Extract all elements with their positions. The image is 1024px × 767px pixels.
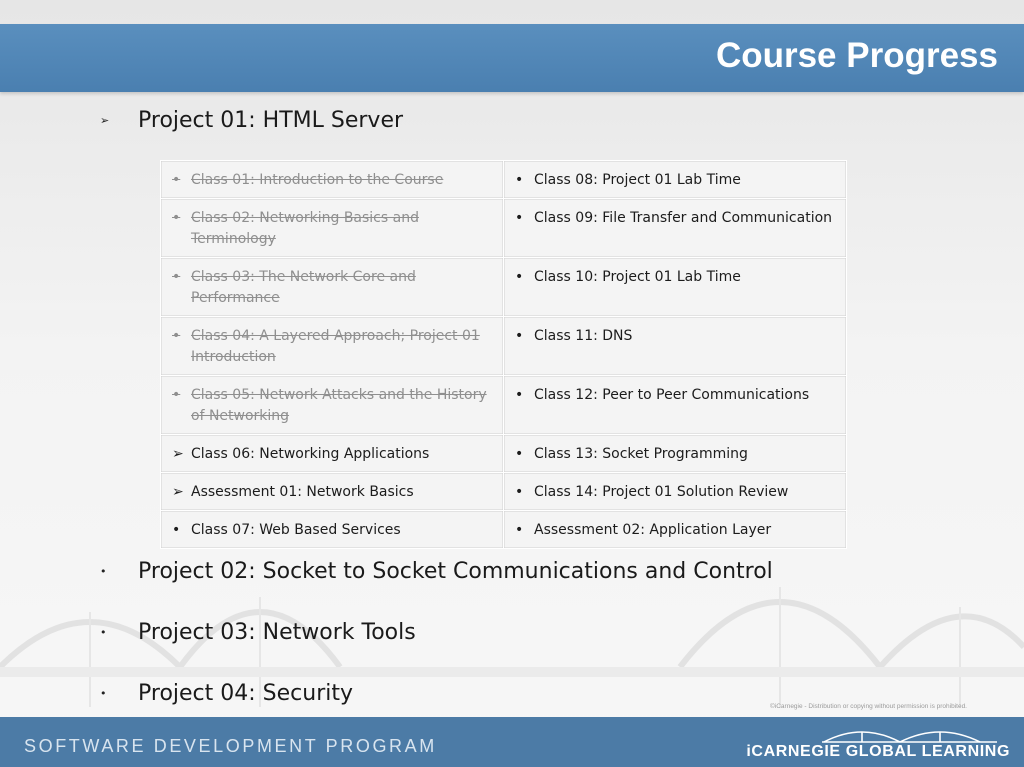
class-label: Class 11: DNS	[534, 328, 633, 344]
class-label: Assessment 01: Network Basics	[191, 484, 414, 500]
project-03-item	[100, 620, 416, 645]
bullet-icon: •	[515, 387, 524, 403]
project-01-heading	[100, 108, 403, 133]
bullet-icon: •	[515, 210, 524, 226]
class-label: Class 10: Project 01 Lab Time	[534, 269, 741, 285]
completed-class-label: Class 01: Introduction to the Course	[191, 172, 444, 188]
brand-name: iCARNEGIE GLOBAL LEARNING	[746, 743, 1010, 760]
project-02-item	[100, 559, 773, 584]
copyright-notice: ©iCarnegie - Distribution or copying without permission is prohibited.	[770, 703, 967, 710]
class-label: Class 12: Peer to Peer Communications	[534, 387, 810, 403]
bullet-icon: •	[172, 269, 181, 285]
table-row	[161, 473, 847, 511]
table-cell-right	[504, 199, 847, 258]
page-title: Course Progress	[715, 36, 998, 75]
project-01-label: Project 01: HTML Server	[138, 108, 404, 133]
project-02-label: Project 02: Socket to Socket Communications and Control	[138, 559, 773, 584]
bullet-icon: •	[172, 172, 181, 188]
title-bar	[0, 24, 1024, 92]
arrow-bullet-icon: ➢	[172, 484, 184, 500]
bullet-icon: •	[172, 328, 181, 344]
project-04-label: Project 04: Security	[138, 681, 354, 706]
completed-class-label: Class 03: The Network Core and Performance	[191, 269, 416, 306]
arrow-bullet-icon: ➢	[100, 114, 110, 127]
project-03-label: Project 03: Network Tools	[138, 620, 416, 645]
table-cell-left	[161, 199, 504, 258]
table-cell-right	[504, 435, 847, 473]
completed-class-label: Class 05: Network Attacks and the History of Networking	[191, 387, 487, 424]
table-row	[161, 435, 847, 473]
bullet-icon: •	[515, 328, 524, 344]
table-cell-right	[504, 317, 847, 376]
table-row	[161, 376, 847, 435]
table-cell-right	[504, 376, 847, 435]
bridge-logo-icon	[822, 720, 1002, 744]
bullet-icon: •	[515, 446, 524, 462]
bullet-icon: •	[100, 565, 107, 578]
bullet-icon: •	[515, 172, 524, 188]
table-row	[161, 161, 847, 199]
class-label: Class 07: Web Based Services	[191, 522, 401, 538]
table-cell-left	[161, 473, 504, 511]
footer-bar	[0, 717, 1024, 767]
arrow-bullet-icon: ➢	[172, 446, 184, 462]
class-label: Assessment 02: Application Layer	[534, 522, 772, 538]
project-04-item	[100, 681, 353, 706]
table-cell-left	[161, 511, 504, 549]
table-cell-right	[504, 473, 847, 511]
bullet-icon: •	[172, 522, 181, 538]
class-label: Class 06: Networking Applications	[191, 446, 430, 462]
bullet-icon: •	[172, 387, 181, 403]
completed-class-label: Class 04: A Layered Approach; Project 01 Introduction	[191, 328, 480, 365]
table-cell-right	[504, 511, 847, 549]
table-row	[161, 317, 847, 376]
class-label: Class 14: Project 01 Solution Review	[534, 484, 789, 500]
table-cell-left	[161, 161, 504, 199]
table-cell-right	[504, 161, 847, 199]
bullet-icon: •	[100, 687, 107, 700]
table-cell-left	[161, 435, 504, 473]
table-cell-left	[161, 258, 504, 317]
bullet-icon: •	[515, 484, 524, 500]
class-schedule-table	[160, 160, 847, 549]
program-name: SOFTWARE DEVELOPMENT PROGRAM	[24, 736, 437, 756]
bullet-icon: •	[515, 269, 524, 285]
table-cell-right	[504, 258, 847, 317]
table-cell-left	[161, 317, 504, 376]
bullet-icon: •	[172, 210, 181, 226]
class-label: Class 09: File Transfer and Communication	[534, 210, 833, 226]
table-row	[161, 199, 847, 258]
table-cell-left	[161, 376, 504, 435]
class-label: Class 08: Project 01 Lab Time	[534, 172, 741, 188]
completed-class-label: Class 02: Networking Basics and Terminology	[191, 210, 419, 247]
table-row	[161, 511, 847, 549]
bullet-icon: •	[100, 626, 107, 639]
table-row	[161, 258, 847, 317]
class-label: Class 13: Socket Programming	[534, 446, 748, 462]
bullet-icon: •	[515, 522, 524, 538]
